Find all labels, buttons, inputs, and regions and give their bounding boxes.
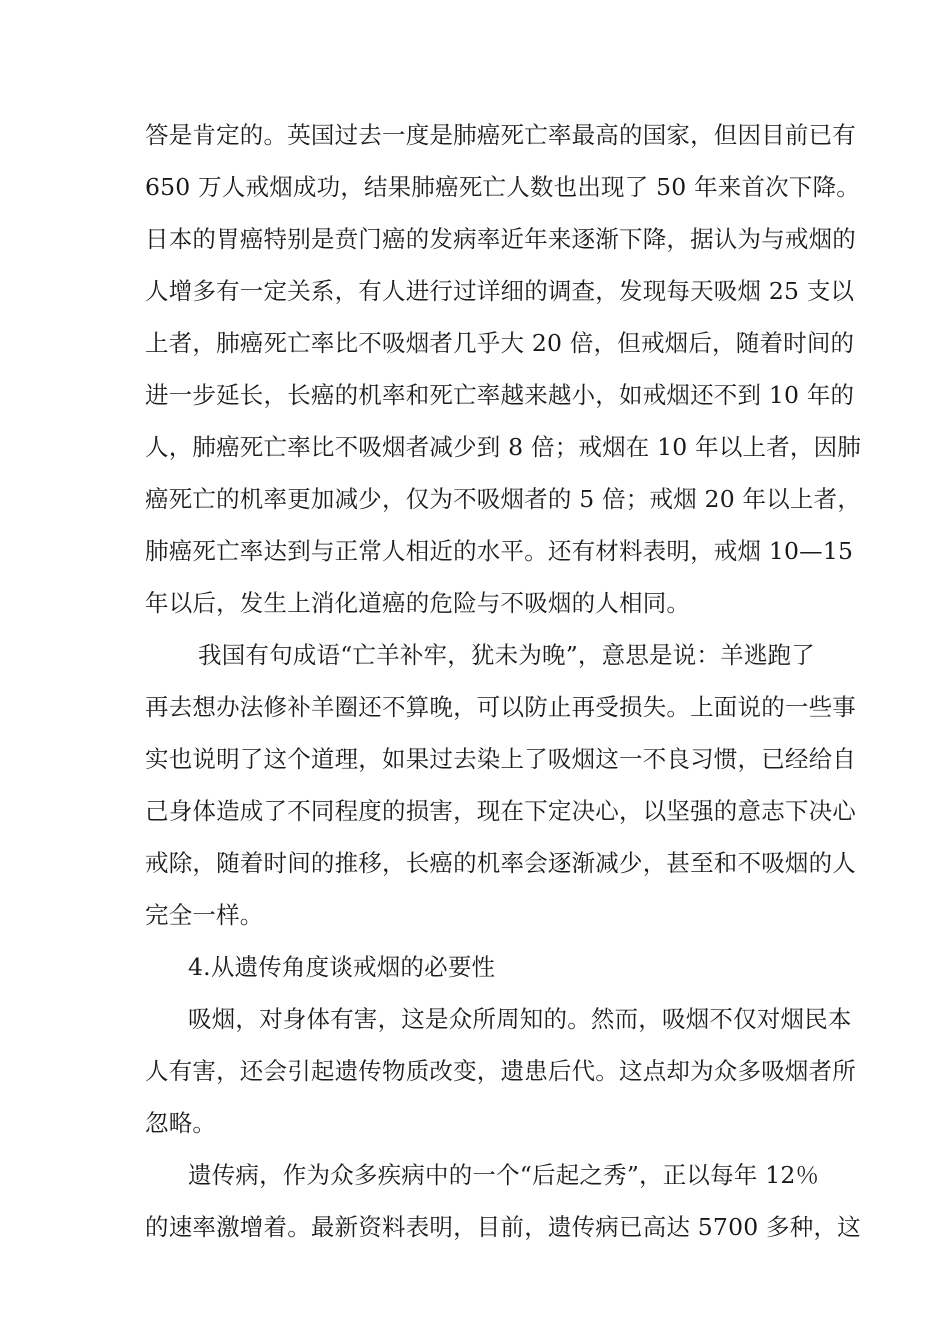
text-line: 进一步延长，长癌的机率和死亡率越来越小，如戒烟还不到 10 年的	[145, 381, 855, 409]
text-line: 再去想办法修补羊圈还不算晚，可以防止再受损失。上面说的一些事	[145, 693, 856, 721]
text-line: 癌死亡的机率更加减少，仅为不吸烟者的 5 倍；戒烟 20 年以上者，	[145, 485, 862, 513]
text-line: 戒除，随着时间的推移，长癌的机率会逐渐减少，甚至和不吸烟的人	[145, 849, 856, 877]
text-line: 肺癌死亡率达到与正常人相近的水平。还有材料表明，戒烟 10—15	[145, 537, 854, 565]
text-line: 650 万人戒烟成功，结果肺癌死亡人数也出现了 50 年来首次下降。	[145, 173, 860, 201]
section-heading: 4.从遗传角度谈戒烟的必要性	[188, 953, 496, 981]
text-line: 忽略。	[145, 1109, 217, 1137]
text-line: 年以后，发生上消化道癌的危险与不吸烟的人相同。	[145, 589, 691, 617]
paragraph-first-line: 遗传病，作为众多疾病中的一个“后起之秀”，正以每年 12％	[188, 1161, 820, 1189]
text-line: 实也说明了这个道理，如果过去染上了吸烟这一不良习惯，已经给自	[145, 745, 856, 773]
text-line: 人增多有一定关系，有人进行过详细的调查，发现每天吸烟 25 支以	[145, 277, 855, 305]
text-line: 完全一样。	[145, 901, 264, 929]
paragraph-first-line: 吸烟，对身体有害，这是众所周知的。然而，吸烟不仅对烟民本	[188, 1005, 852, 1033]
paragraph-first-line: 我国有句成语“亡羊补牢，犹未为晚”，意思是说：羊逃跑了	[198, 641, 815, 669]
text-line: 人有害，还会引起遗传物质改变，遗患后代。这点却为众多吸烟者所	[145, 1057, 856, 1085]
text-line: 日本的胃癌特别是贲门癌的发病率近年来逐渐下降，据认为与戒烟的	[145, 225, 856, 253]
text-line: 答是肯定的。英国过去一度是肺癌死亡率最高的国家，但因目前已有	[145, 121, 856, 149]
text-line: 己身体造成了不同程度的损害，现在下定决心，以坚强的意志下决心	[145, 797, 856, 825]
text-line: 上者，肺癌死亡率比不吸烟者几乎大 20 倍，但戒烟后，随着时间的	[145, 329, 855, 357]
text-line: 的速率激增着。最新资料表明，目前，遗传病已高达 5700 多种，这	[145, 1213, 861, 1241]
text-line: 人，肺癌死亡率比不吸烟者减少到 8 倍；戒烟在 10 年以上者，因肺	[145, 433, 862, 461]
